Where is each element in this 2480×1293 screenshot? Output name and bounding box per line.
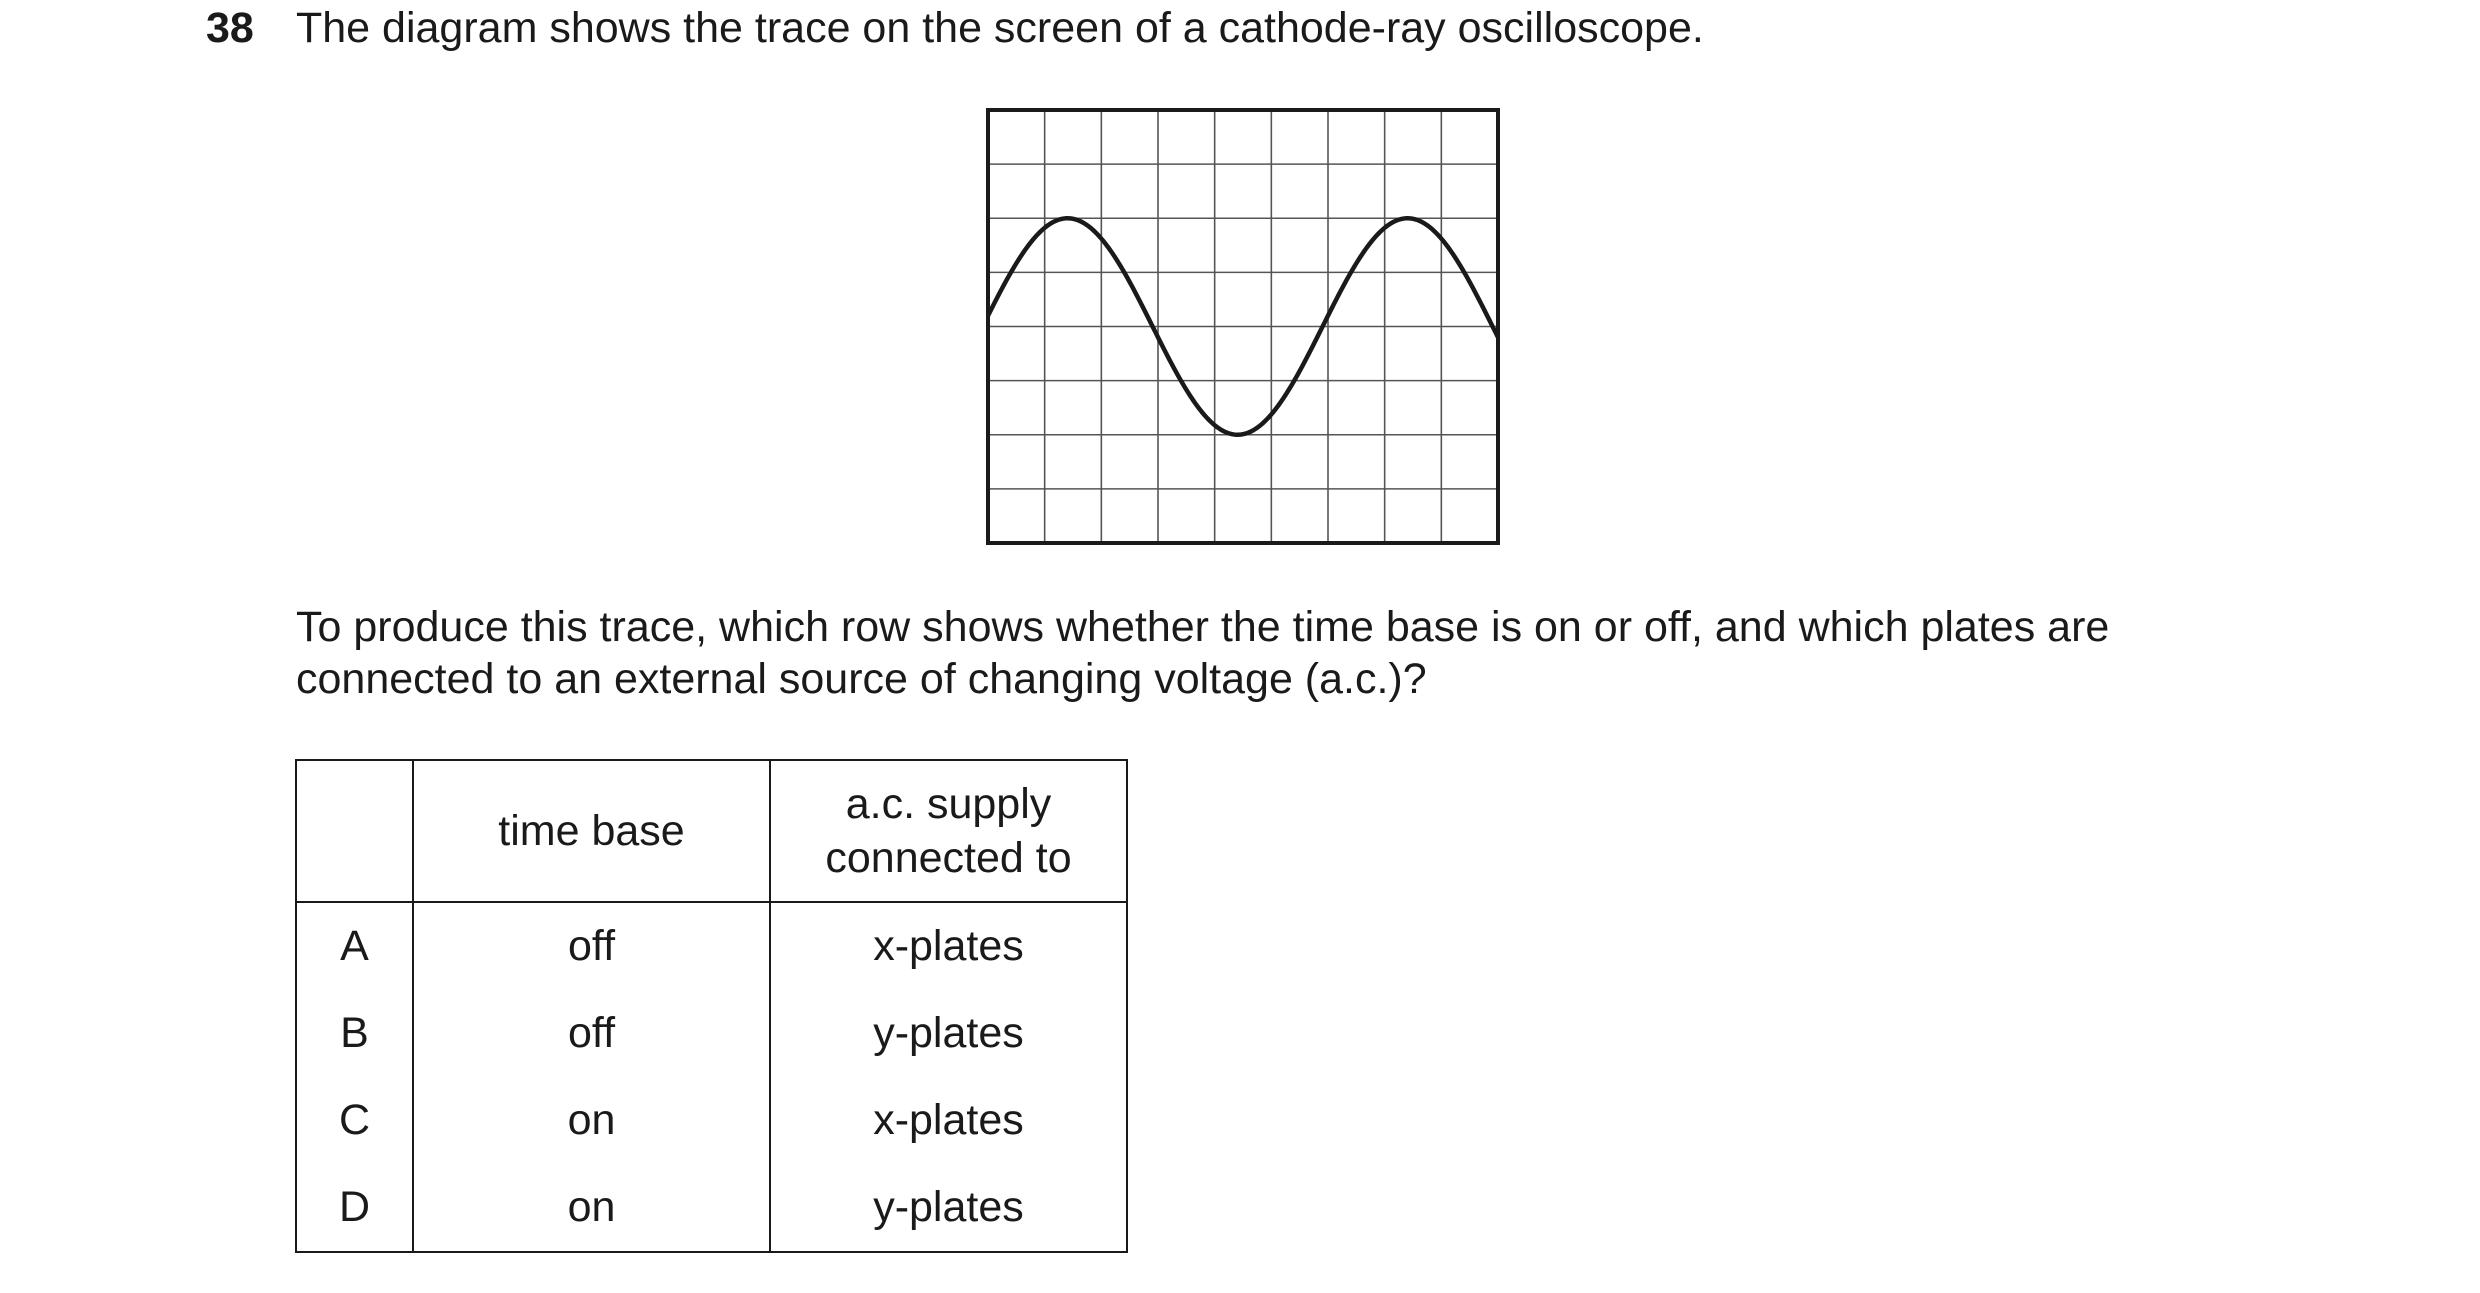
header-ac-supply-line-2: connected to (825, 834, 1072, 882)
header-ac-supply (770, 760, 1127, 902)
oscilloscope-screen (986, 108, 1500, 545)
question-number: 38 (206, 4, 254, 52)
question-stem: The diagram shows the trace on the screen of a cathode-ray oscilloscope. (296, 4, 1704, 52)
time-base-value: off (413, 990, 770, 1077)
time-base-value: on (413, 1077, 770, 1164)
answer-table (295, 759, 1128, 1253)
header-ac-supply-line-1: a.c. supply (845, 780, 1052, 828)
option-letter: D (338, 1183, 371, 1231)
ac-plates-value: x-plates (770, 1077, 1127, 1164)
answer-row-c[interactable] (296, 1077, 1127, 1164)
answer-row-b[interactable] (296, 990, 1127, 1077)
time-base-value: off (413, 902, 770, 990)
prompt-line-2: connected to an external source of changing voltage (a.c.)? (296, 655, 1427, 703)
answer-row-d[interactable] (296, 1164, 1127, 1252)
option-letter: C (338, 1096, 371, 1144)
option-letter: A (340, 922, 369, 970)
oscilloscope-diagram (986, 108, 1500, 545)
screen-grid (988, 110, 1498, 543)
ac-plates-value: y-plates (770, 990, 1127, 1077)
question-prompt (296, 601, 2296, 705)
header-letter-cell (296, 760, 413, 902)
header-time-base: time base (413, 760, 770, 902)
answer-row-a[interactable] (296, 902, 1127, 990)
ac-plates-value: x-plates (770, 902, 1127, 990)
table-header-row (296, 760, 1127, 902)
ac-plates-value: y-plates (770, 1164, 1127, 1252)
prompt-line-1: To produce this trace, which row shows whether the time base is on or off, and which plates are (296, 603, 2110, 651)
time-base-value: on (413, 1164, 770, 1252)
option-letter: B (340, 1009, 369, 1057)
